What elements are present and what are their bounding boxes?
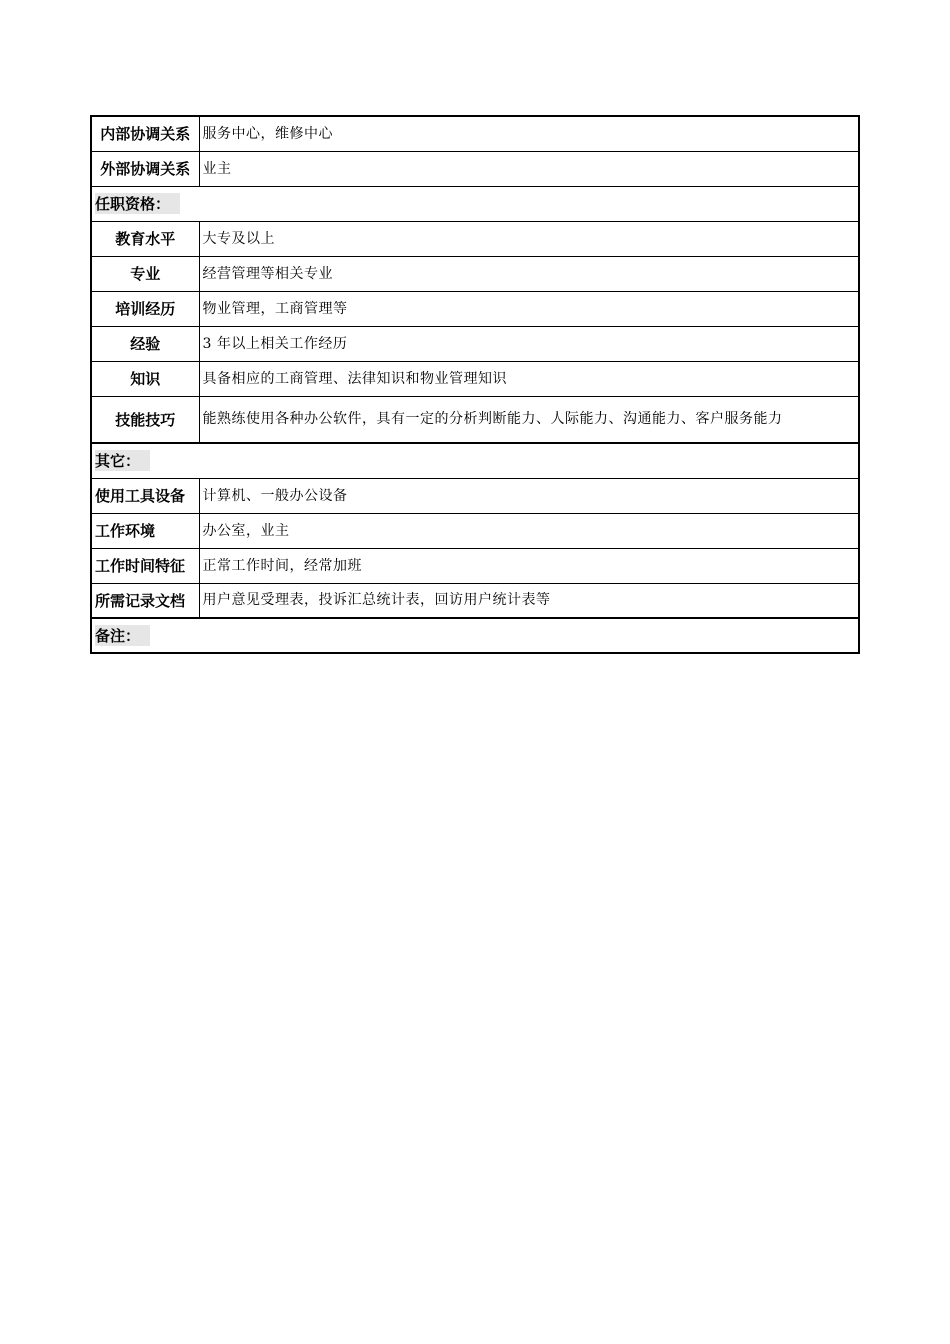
table-row-internal-coordination [91,116,859,151]
other-section-header [91,443,859,478]
major-label: 专业 [91,256,199,291]
table-row-skills [91,396,859,443]
experience-value: 3 年以上相关工作经历 [199,326,859,361]
knowledge-value: 具备相应的工商管理、法律知识和物业管理知识 [199,361,859,396]
education-label: 教育水平 [91,221,199,256]
work-hours-value: 正常工作时间，经常加班 [199,548,859,583]
job-description-table [90,115,860,654]
table-row-education [91,221,859,256]
table-row-training [91,291,859,326]
external-coordination-label: 外部协调关系 [91,151,199,186]
major-value: 经营管理等相关专业 [199,256,859,291]
table-row-experience [91,326,859,361]
tools-value: 计算机、一般办公设备 [199,478,859,513]
table-row-environment [91,513,859,548]
section-row-remarks [91,618,859,653]
training-value: 物业管理，工商管理等 [199,291,859,326]
skills-label: 技能技巧 [91,396,199,443]
tools-label: 使用工具设备 [91,478,199,513]
table-row-external-coordination [91,151,859,186]
internal-coordination-label: 内部协调关系 [91,116,199,151]
knowledge-label: 知识 [91,361,199,396]
environment-label: 工作环境 [91,513,199,548]
table-row-documents [91,583,859,618]
remarks-section-header [91,618,859,653]
work-hours-label: 工作时间特征 [91,548,199,583]
qualifications-section-header [91,186,859,221]
remarks-title: 备注： [95,625,150,646]
experience-label: 经验 [91,326,199,361]
table-row-tools [91,478,859,513]
training-label: 培训经历 [91,291,199,326]
table-row-work-hours [91,548,859,583]
qualifications-title: 任职资格： [95,193,180,214]
skills-value: 能熟练使用各种办公软件，具有一定的分析判断能力、人际能力、沟通能力、客户服务能力 [199,396,859,443]
environment-value: 办公室，业主 [199,513,859,548]
internal-coordination-value: 服务中心，维修中心 [199,116,859,151]
external-coordination-value: 业主 [199,151,859,186]
documents-label: 所需记录文档 [91,583,199,618]
table-row-major [91,256,859,291]
section-row-other [91,443,859,478]
education-value: 大专及以上 [199,221,859,256]
table-row-knowledge [91,361,859,396]
section-row-qualifications [91,186,859,221]
documents-value: 用户意见受理表，投诉汇总统计表，回访用户统计表等 [199,583,859,618]
other-title: 其它： [95,450,150,471]
